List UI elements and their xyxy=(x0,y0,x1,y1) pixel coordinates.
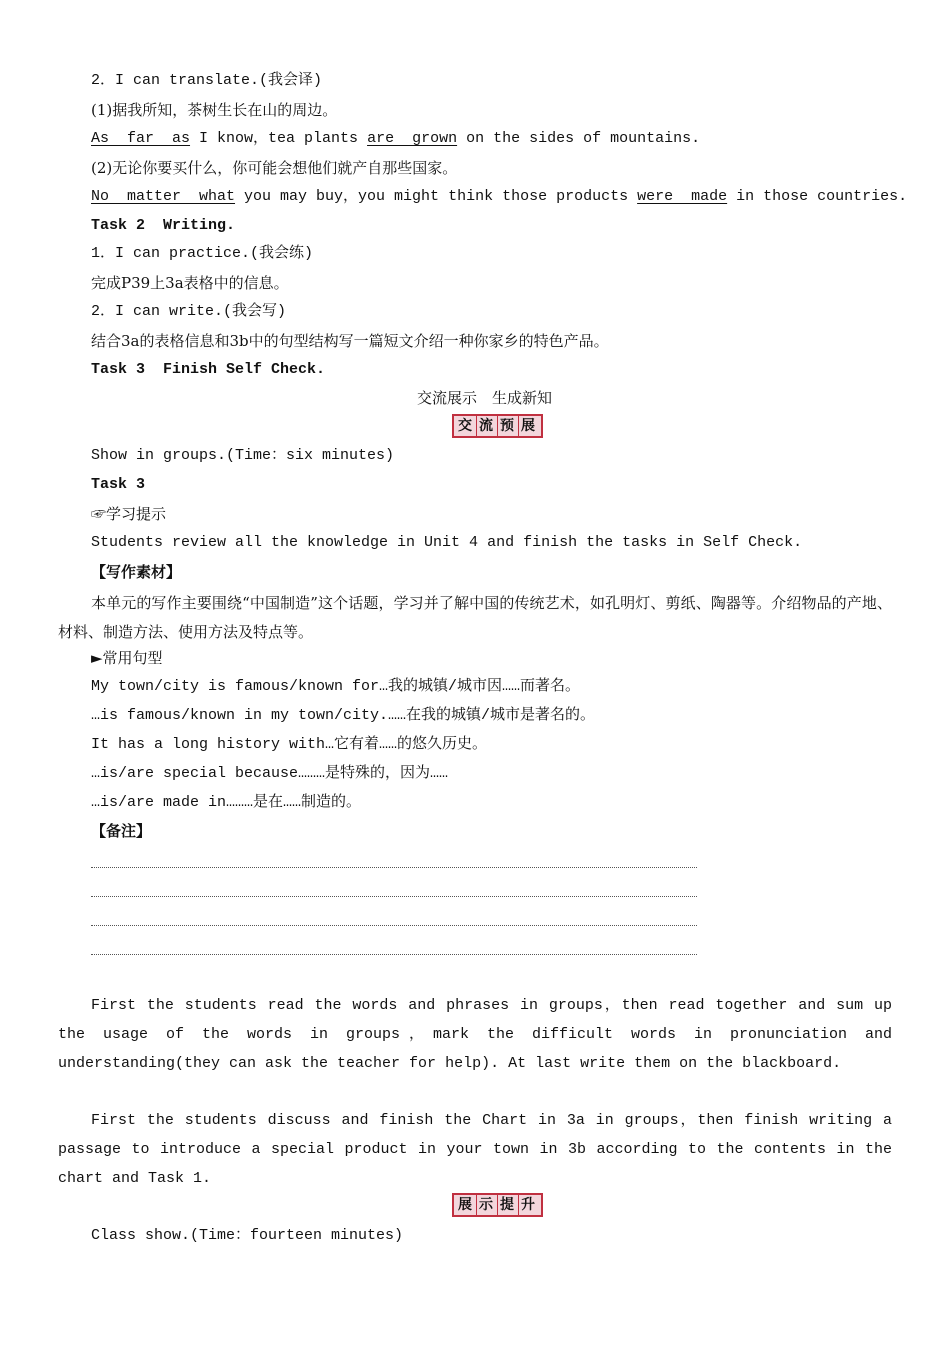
answer-2-middle: you may buy，you might think those products xyxy=(235,188,638,205)
notes-label: 【备注】 xyxy=(91,822,152,840)
translate-heading: 2．I can translate.(我会译) xyxy=(91,72,323,89)
badge-char: 示 xyxy=(477,1195,498,1215)
badge-char: 升 xyxy=(521,1197,537,1213)
answer-2-blank-1: No matter what xyxy=(91,188,236,205)
task3-title: Task 3 Finish Self Check. xyxy=(91,361,326,378)
class-show: Class show.(Time：fourteen minutes) xyxy=(91,1227,404,1244)
pattern-item: …is famous/known in my town/city.……在我的城镇/城市是著名的。 xyxy=(91,707,596,724)
task2-practice-desc: 完成P39上3a表格中的信息。 xyxy=(91,274,289,292)
answer-1-end: on the sides of mountains. xyxy=(457,130,701,147)
writing-material-label: 【写作素材】 xyxy=(91,563,182,581)
section-heading: 交流展示 生成新知 xyxy=(417,389,553,407)
translate-answer-2 xyxy=(91,187,907,207)
show-in-groups: Show in groups.(Time：six minutes) xyxy=(91,447,395,464)
badge-char: 展 xyxy=(456,1195,477,1215)
notes-line xyxy=(91,954,697,955)
notes-line xyxy=(91,896,697,897)
writing-material-text: 本单元的写作主要围绕“中国制造”这个话题，学习并了解中国的传统艺术，如孔明灯、剪纸、陶器等。介绍物品的产地、材料、制造方法、使用方法及特点等。 xyxy=(58,594,892,641)
translate-question-2: (2)无论你要买什么，你可能会想他们就产自那些国家。 xyxy=(91,159,458,177)
task2-practice: 1．I can practice.(我会练) xyxy=(91,245,314,262)
badge-char: 提 xyxy=(498,1195,519,1215)
paragraph-1: First the students read the words and phrases in groups，then read together and sum up the usage of the words in groups，mark the difficult words in pronunciation and understanding(they can ask the teacher for help). At last write them on the blackboard. xyxy=(58,997,892,1072)
answer-1-blank-2: are grown xyxy=(367,130,458,147)
study-tip-label: ☞学习提示 xyxy=(91,505,167,523)
badge-char: 流 xyxy=(477,416,498,436)
badge-show-improve xyxy=(452,1193,543,1217)
badge-char: 展 xyxy=(521,418,537,434)
task2-write-desc: 结合3a的表格信息和3b中的句型结构写一篇短文介绍一种你家乡的特色产品。 xyxy=(91,332,609,350)
badge-exchange-preview xyxy=(452,414,543,438)
answer-1-blank-1: As far as xyxy=(91,130,191,147)
answer-2-end: in those countries. xyxy=(727,188,908,205)
pattern-item: …is/are made in………是在……制造的。 xyxy=(91,794,362,811)
task2-title: Task 2 Writing. xyxy=(91,217,236,234)
badge-char: 交 xyxy=(456,416,477,436)
answer-1-middle: I know，tea plants xyxy=(190,130,368,147)
notes-line xyxy=(91,867,697,868)
task3-label: Task 3 xyxy=(91,476,146,493)
translate-answer-1 xyxy=(91,129,700,149)
task2-write: 2．I can write.(我会写) xyxy=(91,303,287,320)
badge-char: 预 xyxy=(498,416,519,436)
translate-question-1: (1)据我所知，茶树生长在山的周边。 xyxy=(91,101,338,119)
answer-2-blank-2: were made xyxy=(637,188,728,205)
pattern-item: …is/are special because………是特殊的，因为…… xyxy=(91,765,449,782)
pattern-item: My town/city is famous/known for…我的城镇/城市因……而著名。 xyxy=(91,678,581,695)
notes-line xyxy=(91,925,697,926)
pattern-item: It has a long history with…它有着……的悠久历史。 xyxy=(91,736,488,753)
study-tip-text: Students review all the knowledge in Unit 4 and finish the tasks in Self Check. xyxy=(91,534,803,551)
paragraph-2: First the students discuss and finish the Chart in 3a in groups，then finish writing a passage to introduce a special product in your town in 3b according to the contents in the chart and Task 1. xyxy=(58,1112,892,1187)
common-patterns-label: ►常用句型 xyxy=(91,649,163,667)
